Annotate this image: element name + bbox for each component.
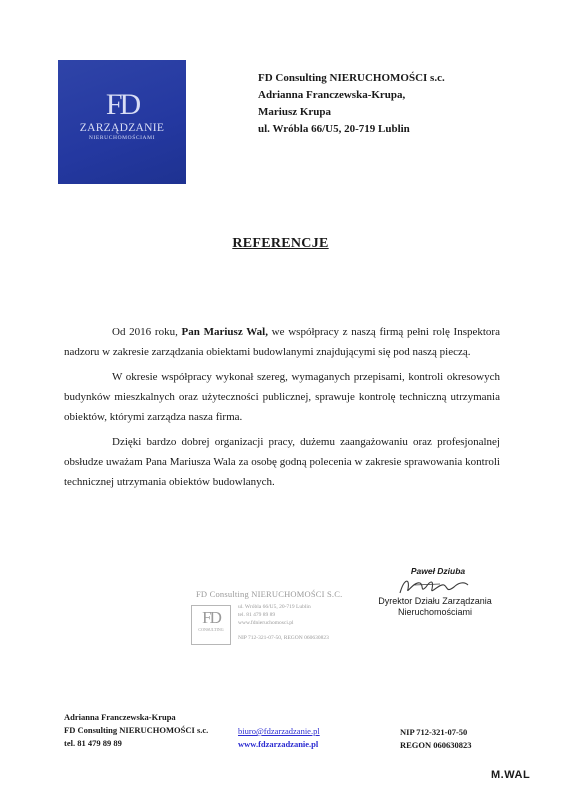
letterhead-street: ul. Wróbla 66/U5, 20-719 Lublin xyxy=(258,123,410,135)
stamp-logo-text: CONSULTING xyxy=(198,627,224,632)
handwritten-signature xyxy=(370,575,500,597)
footer-company: FD Consulting NIERUCHOMOŚCI s.c. xyxy=(64,725,209,735)
stamp-details xyxy=(238,603,311,627)
footer-nip: NIP 712-321-07-50 xyxy=(400,727,468,737)
company-stamp xyxy=(186,589,358,649)
company-logo xyxy=(58,60,186,184)
footer-regon: REGON 060630823 xyxy=(400,740,472,750)
stamp-phone: tel. 81 479 89 89 xyxy=(238,612,276,618)
stamp-logo-mark: FD xyxy=(202,608,220,627)
paragraph-3: Dzięki bardzo dobrej organizacji pracy, dużemu zaangażowaniu oraz profesjonalnej obsłudze uważam Pana Mariusza Wala za osobę godną polecenia w zakresie sprawowania kontroli technicznej utrzymania obiektów budowlanych. xyxy=(64,436,500,488)
p1-start: Od 2016 roku, xyxy=(112,326,182,338)
letterhead-owner-1: Adrianna Franczewska-Krupa, xyxy=(258,89,406,101)
footer-email-link[interactable]: biuro@fdzarzadzanie.pl xyxy=(238,726,320,736)
p1-rest: we współpracy z naszą firmą pełni rolę Inspektora nadzoru w zakresie zarządzania obiektami budowlanymi znajdującymi się pod naszą pieczą. xyxy=(64,326,500,358)
letterhead-company: FD Consulting NIERUCHOMOŚCI s.c. xyxy=(258,72,445,84)
letter-body xyxy=(64,322,500,497)
footer-registration xyxy=(400,726,472,752)
stamp-website: www.fdnieruchomosci.pl xyxy=(238,620,294,626)
footer-links xyxy=(238,725,320,751)
stamp-title: FD Consulting NIERUCHOMOŚCI S.C. xyxy=(196,589,343,599)
stamp-logo xyxy=(191,605,231,645)
logo-subtitle: NIERUCHOMOŚCIAMI xyxy=(88,135,156,141)
document-title: REFERENCJE xyxy=(232,236,329,251)
paragraph-2: W okresie współpracy wykonał szereg, wymaganych przepisami, kontroli okresowych budynków mieszkalnych oraz użyteczności publicznej, sprawuje kontrolę techniczną utrzymania obiektów, którymi zarządza nasza firma. xyxy=(64,371,500,423)
corner-mark: M.WAL xyxy=(491,769,531,781)
letterhead-address xyxy=(258,70,445,138)
footer-phone: tel. 81 479 89 89 xyxy=(64,738,122,748)
logo-mark: FD xyxy=(105,88,139,121)
letterhead-owner-2: Mariusz Krupa xyxy=(258,106,332,118)
paragraph-1 xyxy=(64,322,500,362)
signer-name: Paweł Dziuba xyxy=(410,566,466,576)
signature-block xyxy=(370,566,500,618)
footer-owner: Adrianna Franczewska-Krupa xyxy=(64,712,176,722)
stamp-nip: NIP 712-321-07-50, REGON 060630823 xyxy=(238,635,329,641)
footer-website-link[interactable]: www.fdzarzadzanie.pl xyxy=(238,739,319,749)
p1-name: Pan Mariusz Wal, xyxy=(181,326,268,338)
signer-role-1: Dyrektor Działu Zarządzania xyxy=(378,596,492,606)
signer-role-2: Nieruchomościami xyxy=(397,607,473,617)
footer-contact xyxy=(64,711,208,750)
stamp-address: ul. Wróbla 66/U5, 20-719 Lublin xyxy=(238,604,311,610)
logo-title: ZARZĄDZANIE xyxy=(79,122,165,134)
